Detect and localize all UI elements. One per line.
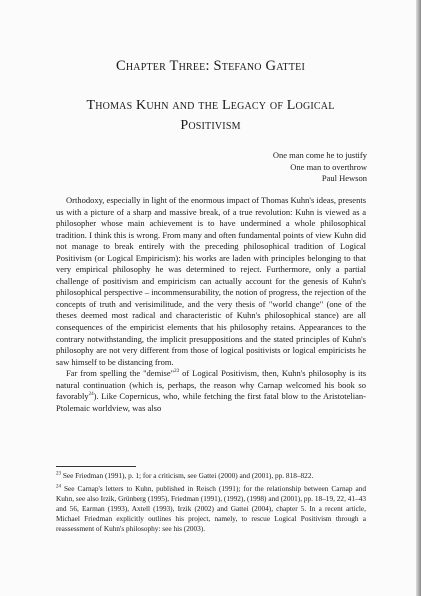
footnote-23 [56, 471, 366, 481]
footnote-24-number: 24 [56, 484, 61, 490]
footnote-ref-24: 24 [88, 392, 94, 398]
article-title [40, 96, 381, 136]
chapter-heading: Chapter Three: Stefano Gattei [116, 58, 305, 74]
footnote-24 [56, 484, 366, 534]
epigraph-attribution: Paul Hewson [321, 173, 367, 183]
footnote-23-text: See Friedman (1991), p. 1; for a criticism, see Gattei (2000) and (2001), pp. 818–822. [61, 471, 314, 480]
paragraph-2-text-a: Far from spelling the "demise" [66, 368, 175, 379]
epigraph-line-1: One man come he to justify [272, 150, 367, 160]
article-title-line-1: Thomas Kuhn and the Legacy of Logical [86, 98, 335, 113]
footnote-24-text: See Carnap's letters to Kuhn, published in Reisch (1991); for the relationship between Carnap and Kuhn, see also Irzik, Grünberg (1995), Friedman (1991), (1992), (1998) and (2001), pp. 18–19, 22, 41–43 and 56, Earman (1993), Axtell (1993), Irzik (2002) and Gattei (2004), chapter 5. In a recent article, Michael Friedman explicitly outlines his project, namely, to rescue Logical Positivism through a reassessment of Kuhn's philosophy: see his (2003). [56, 484, 366, 533]
footnote-ref-23: 23 [174, 369, 180, 375]
page-edge-shadow [416, 0, 421, 596]
paragraph-1: Orthodoxy, especially in light of the enormous impact of Thomas Kuhn's ideas, presents us with a picture of a sharp and massive break, of a true revolution: Kuhn is viewed as a philosopher whose main achievement is to have undermined a whole philosophical tradition. I think this is wrong. From many and often fundamental points of view Kuhn did not manage to break entirely with the preceding philosophical tradition of Logical Positivism (or Logical Empiricism): his works are laden with principles belonging to that very empirical philosophy he was determined to reject. Furthermore, only a partial challenge of positivism and empiricism can actually account for the genesis of Kuhn's philosophical perspective – incommensurability, the notion of progress, the rejection of the concepts of truth and verisimilitude, and the very thesis of "world change" (one of the theses deemed most radical and characteristic of Kuhn's philosophical stance) are all consequences of the empiricist elements that his philosophy retains. Appearances to the contrary notwithstanding, the implicit presuppositions and the stated principles of Kuhn's philosophy are not very different from those of logical positivists or logical empiricists he saw himself to be distancing from. [56, 195, 366, 367]
epigraph [273, 150, 367, 185]
paragraph-2-text-b: of Logical Positivism, then, Kuhn's philosophy is its natural continuation (which is, perhaps, the reason why Carnap welcomed his book so favorably [56, 368, 366, 402]
body-text [56, 195, 366, 414]
article-title-line-2: Positivism [180, 118, 241, 133]
paragraph-2 [56, 368, 366, 414]
epigraph-line-2: One man to overthrow [290, 161, 367, 172]
paragraph-2-text-c: ). Like Copernicus, who, while fetching the first fatal blow to the Aristotelian-Ptolemaic worldview, was also [56, 391, 366, 413]
footnote-divider [56, 466, 136, 467]
footnotes [56, 471, 366, 537]
footnote-23-number: 23 [56, 471, 61, 477]
